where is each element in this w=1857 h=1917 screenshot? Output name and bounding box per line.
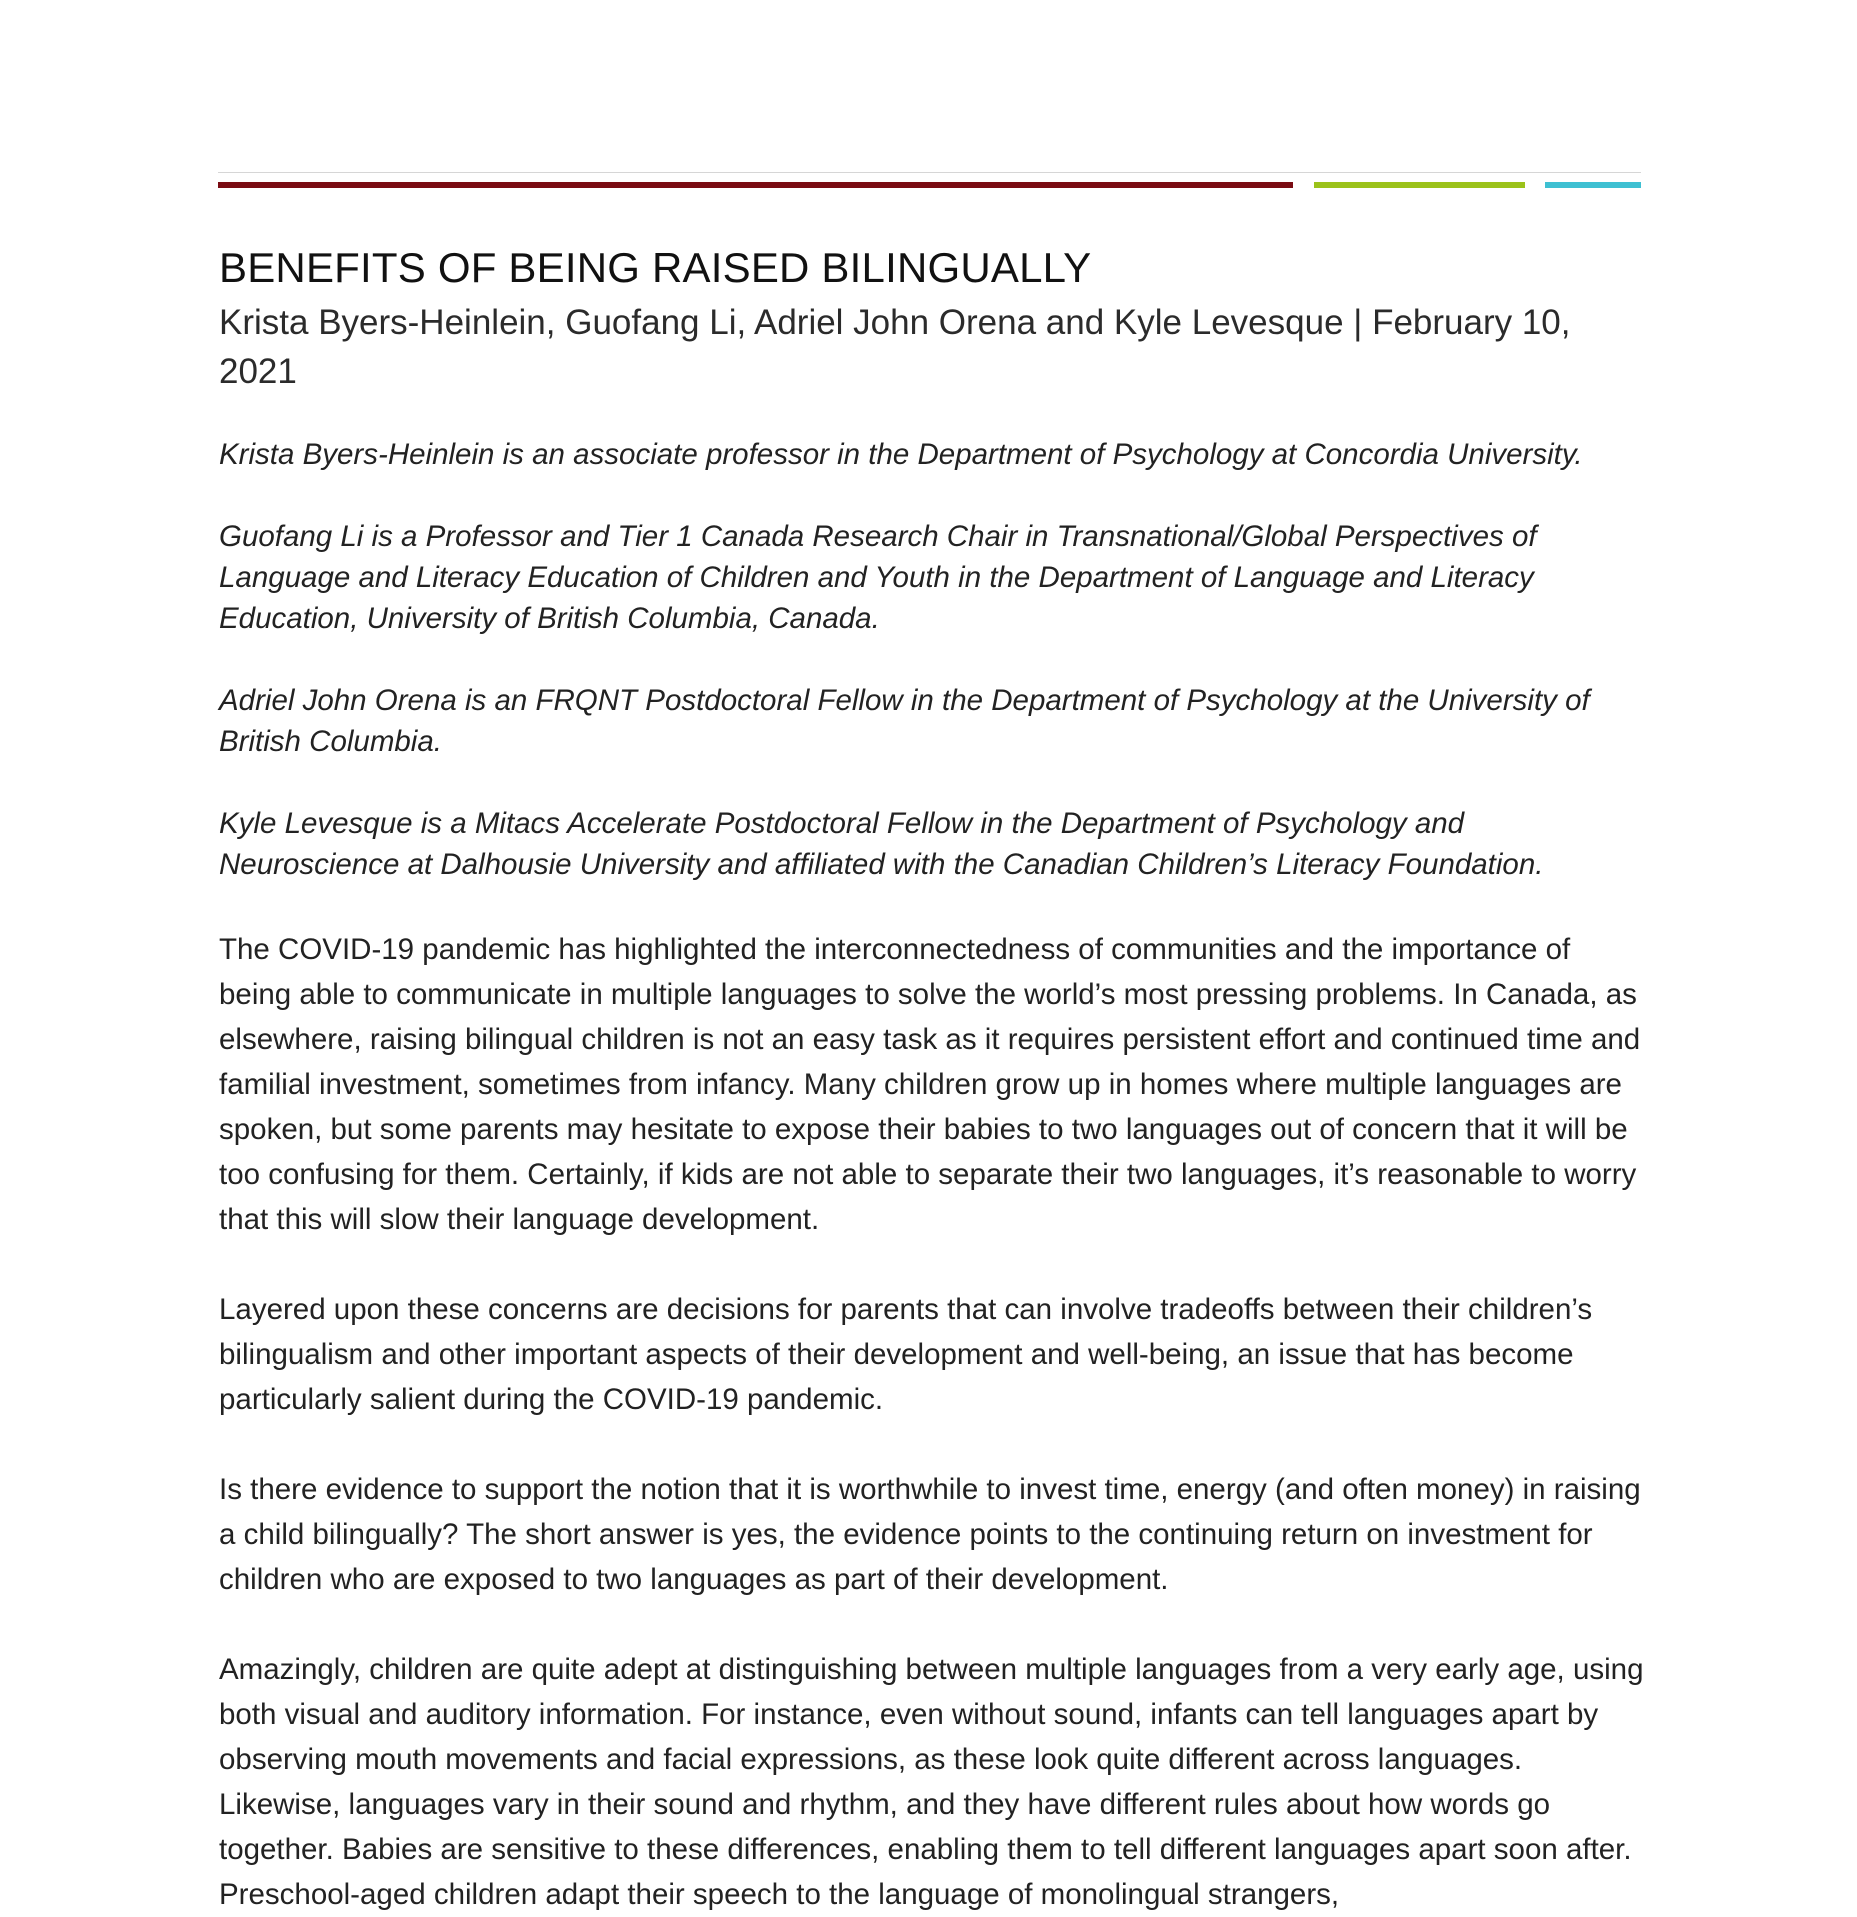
author-bio: Guofang Li is a Professor and Tier 1 Canada Research Chair in Transnational/Global Perspectives of Language and Literacy Education of Children and Youth in the Department of Language and Literacy Education, University of British Columbia, Canada. xyxy=(219,520,1537,635)
byline-authors: Krista Byers-Heinlein, Guofang Li, Adriel John Orena and Kyle Levesque | February 10, xyxy=(219,303,1571,342)
author-bio: Adriel John Orena is an FRQNT Postdoctoral Fellow in the Department of Psychology at the University of British Columbia. xyxy=(219,684,1590,758)
body-paragraph: The COVID-19 pandemic has highlighted the interconnectedness of communities and the importance of being able to communicate in multiple languages to solve the world’s most pressing problems. In Canada, as elsewhere, raising bilingual children is not an easy task as it requires persistent effort and continued time and familial investment, sometimes from infancy. Many children grow up in homes where multiple languages are spoken, but some parents may hesitate to expose their babies to two languages out of concern that it will be too confusing for them. Certainly, if kids are not able to separate their two languages, it’s reasonable to worry that this will slow their language development. xyxy=(219,933,1641,1236)
header-accent-bar-teal xyxy=(1545,182,1641,188)
body-paragraph: Is there evidence to support the notion that it is worthwhile to invest time, energy (and often money) in raising a child bilingually? The short answer is yes, the evidence points to the continuing return on investment for children who are exposed to two languages as part of their development. xyxy=(219,1473,1641,1596)
body-paragraph: Amazingly, children are quite adept at distinguishing between multiple languages from a very early age, using both visual and auditory information. For instance, even without sound, infants can tell languages apart by observing mouth movements and facial expressions, as these look quite different across languages. Likewise, languages vary in their sound and rhythm, and they have different rules about how words go together. Babies are sensitive to these differences, enabling them to tell different languages apart soon after. Preschool-aged children adapt their speech to the language of monolingual strangers, xyxy=(219,1653,1644,1911)
article-byline xyxy=(219,298,1649,396)
article-title: BENEFITS OF BEING RAISED BILINGUALLY xyxy=(219,244,1092,291)
author-bio: Krista Byers-Heinlein is an associate professor in the Department of Psychology at Concordia University. xyxy=(219,438,1583,471)
header-thin-rule xyxy=(218,172,1641,173)
header-accent-bar-green xyxy=(1314,182,1525,188)
header-accent-bar-red xyxy=(218,182,1293,188)
author-bio: Kyle Levesque is a Mitacs Accelerate Postdoctoral Fellow in the Department of Psychology and Neuroscience at Dalhousie University and affiliated with the Canadian Children’s Literacy Foundation. xyxy=(219,807,1544,881)
body-paragraph: Layered upon these concerns are decisions for parents that can involve tradeoffs between their children’s bilingualism and other important aspects of their development and well-being, an issue that has become particularly salient during the COVID-19 pandemic. xyxy=(219,1293,1593,1416)
article-body xyxy=(219,240,1649,1917)
byline-year: 2021 xyxy=(219,352,297,391)
